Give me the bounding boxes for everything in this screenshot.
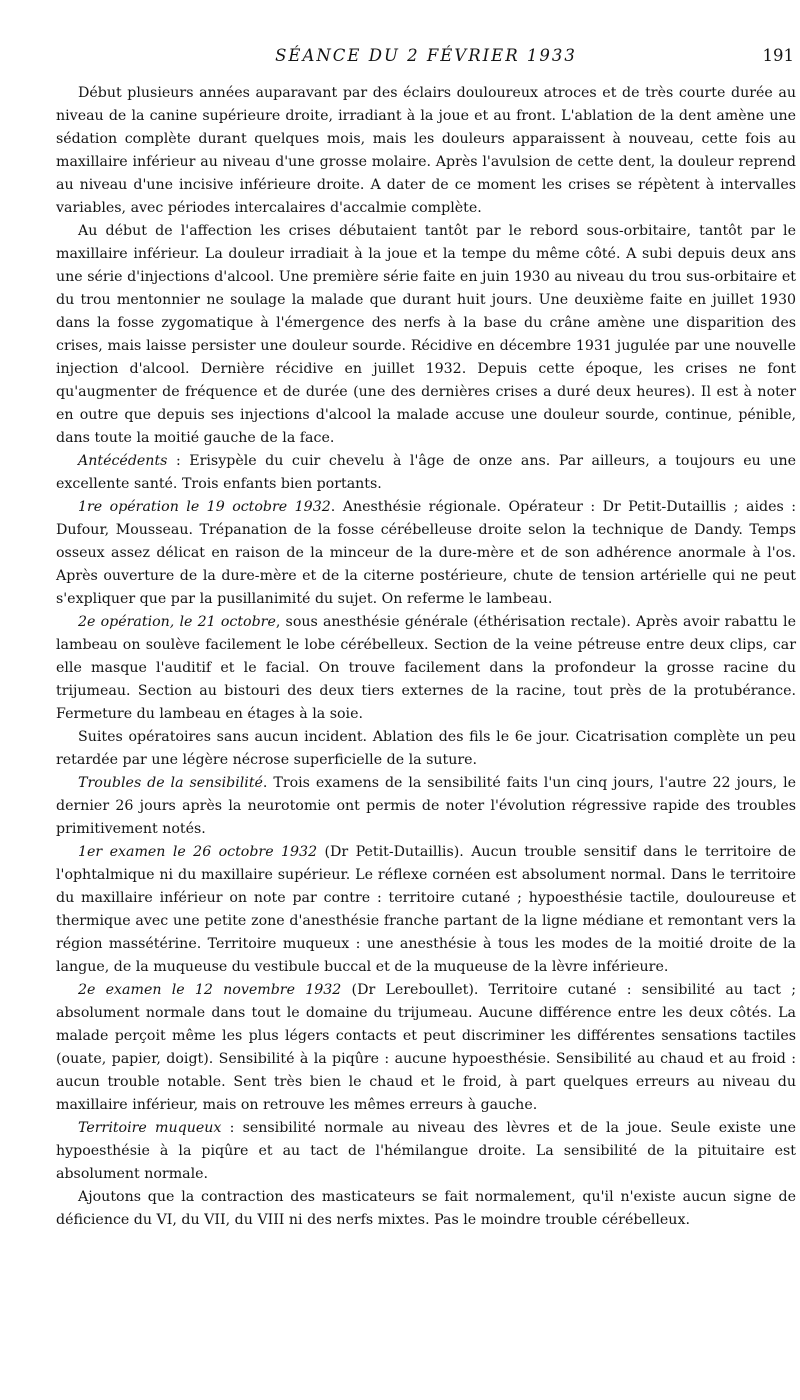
paragraph-text: . Anesthésie régionale. Opérateur : Dr Petit-Dutaillis ; aides : Dufour, Mousseau. Trépanation de la fosse cérébelleuse droite selon la technique de Dandy. Temps osseux assez délicat en raison de la minceur de la dure-mère et de son adhérence anormale à l'os. Après ouverture de la dure-mère et de la citerne postérieure, chute de tension artérielle qui ne peut s'expliquer que par la pusillanimité du sujet. On referme le lambeau. — [56, 499, 797, 607]
paragraph-text: Au début de l'affection les crises débutaient tantôt par le rebord sous-orbitaire, tantôt par le maxillaire inférieur. La douleur irradiait à la joue et la tempe du même côté. A subi depuis deux ans une série d'injections d'alcool. Une première série faite en juin 1930 au niveau du trou sus-orbitaire et du trou mentonnier ne soulage la malade que durant huit jours. Une deuxième faite en juillet 1930 dans la fosse zygomatique à l'émergence des nerfs à la base du crâne amène une disparition des crises, mais laisse persister une douleur sourde. Récidive en décembre 1931 jugulée par une nouvelle injection d'alcool. Dernière récidive en juillet 1932. Depuis cette époque, les crises ne font qu'augmenter de fréquence et de durée (une des dernières crises a duré deux heures). Il est à noter en outre que depuis ses injections d'alcool la malade accuse une douleur sourde, continue, pénible, dans toute la moitié gauche de la face. — [56, 223, 796, 446]
paragraph-lead: 2e opération, le 21 octobre — [78, 614, 276, 630]
paragraph-lead: Troubles de la sensibilité — [78, 775, 263, 791]
document-body — [56, 82, 796, 1232]
page-header — [56, 46, 796, 72]
paragraph-text: (Dr Petit-Dutaillis). Aucun trouble sensitif dans le territoire de l'ophtalmique ni du maxillaire supérieur. Le réflexe cornéen est absolument normal. Dans le territoire du maxillaire inférieur on note par contre : territoire cutané ; hypoesthésie tactile, douloureuse et thermique avec une petite zone d'anesthésie franche partant de la ligne médiane et remontant vers la région massétérine. Territoire muqueux : une anesthésie à tous les modes de la moitié droite de la langue, de la muqueuse du vestibule buccal et de la muqueuse de la lèvre inférieure. — [56, 844, 796, 975]
paragraph — [56, 220, 796, 450]
paragraph-text: : Erisypèle du cuir chevelu à l'âge de onze ans. Par ailleurs, a toujours eu une excellente santé. Trois enfants bien portants. — [56, 453, 796, 492]
paragraph-text: . Trois examens de la sensibilité faits l'un cinq jours, l'autre 22 jours, le dernier 26 jours après la neurotomie ont permis de noter l'évolution régressive rapide des troubles primitivement notés. — [56, 775, 797, 837]
paragraph — [56, 726, 796, 772]
paragraph-text: (Dr Lereboullet). Territoire cutané : sensibilité au tact ; absolument normale dans tout le domaine du trijumeau. Aucune différence entre les deux côtés. La malade perçoit même les plus légers contacts et peut discriminer les différentes sensations tactiles (ouate, papier, doigt). Sensibilité à la piqûre : aucune hypoesthésie. Sensibilité au chaud et au froid : aucun trouble notable. Sent très bien le chaud et le froid, à part quelques erreurs au niveau du maxillaire inférieur, mais on retrouve les mêmes erreurs à gauche. — [56, 982, 797, 1113]
paragraph-text: , sous anesthésie générale (éthérisation rectale). Après avoir rabattu le lambeau on soulève facilement le lobe cérébelleux. Section de la veine pétreuse entre deux clips, car elle masque l'auditif et le facial. On trouve facilement dans la profondeur la grosse racine du trijumeau. Section au bistouri des deux tiers externes de la racine, tout près de la protubérance. Fermeture du lambeau en étages à la soie. — [56, 614, 796, 722]
paragraph — [56, 772, 796, 841]
paragraph — [56, 841, 796, 979]
paragraph-lead: 1re opération le 19 octobre 1932 — [78, 499, 331, 515]
paragraph — [56, 496, 796, 611]
running-title: SÉANCE DU 2 FÉVRIER 1933 — [275, 46, 577, 65]
page-number: 191 — [762, 46, 794, 65]
paragraph-lead: Antécédents — [78, 453, 168, 469]
paragraph — [56, 450, 796, 496]
paragraph — [56, 82, 796, 220]
paragraph — [56, 1186, 796, 1232]
paragraph-lead: 2e examen le 12 novembre 1932 — [78, 982, 342, 998]
document-page — [56, 46, 796, 1232]
paragraph — [56, 979, 796, 1117]
paragraph — [56, 611, 796, 726]
paragraph-lead: 1er examen le 26 octobre 1932 — [78, 844, 318, 860]
paragraph — [56, 1117, 796, 1186]
paragraph-text: Début plusieurs années auparavant par des éclairs douloureux atroces et de très courte durée au niveau de la canine supérieure droite, irradiant à la joue et au front. L'ablation de la dent amène une sédation complète durant quelques mois, mais les douleurs apparaissent à nouveau, cette fois au maxillaire inférieur au niveau d'une grosse molaire. Après l'avulsion de cette dent, la douleur reprend au niveau d'une incisive inférieure droite. A dater de ce moment les crises se répètent à intervalles variables, avec périodes intercalaires d'accalmie complète. — [56, 85, 796, 216]
paragraph-text: Ajoutons que la contraction des masticateurs se fait normalement, qu'il n'existe aucun signe de déficience du VI, du VII, du VIII ni des nerfs mixtes. Pas le moindre trouble cérébelleux. — [56, 1189, 796, 1228]
paragraph-text: : sensibilité normale au niveau des lèvres et de la joue. Seule existe une hypoesthésie à la piqûre et au tact de l'hémilangue droite. La sensibilité de la pituitaire est absolument normale. — [56, 1120, 796, 1182]
paragraph-text: Suites opératoires sans aucun incident. Ablation des fils le 6e jour. Cicatrisation complète un peu retardée par une légère nécrose superficielle de la suture. — [56, 729, 796, 768]
paragraph-lead: Territoire muqueux — [78, 1120, 222, 1136]
